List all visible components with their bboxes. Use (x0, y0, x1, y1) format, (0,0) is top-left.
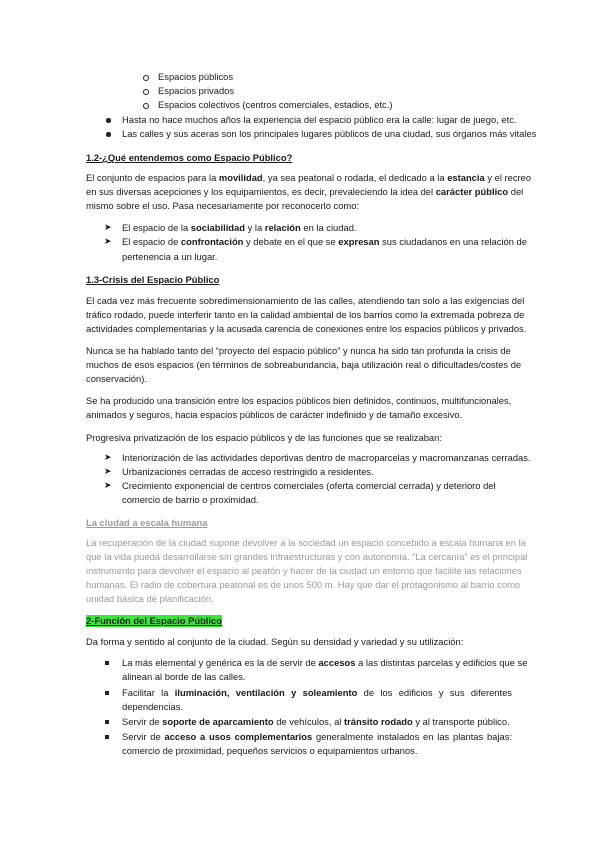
circle-bullet-icon (143, 75, 149, 81)
paragraph-line: instrumento para devolver el espacio al peatón y hacer de la ciudad un entorno que facilite las relaciones (86, 565, 522, 576)
list-item-continuation: alinean al borde de las calles. (122, 671, 246, 682)
list-item: El espacio de confrontación y debate en el que se expresan sus ciudadanos en una relación de (122, 236, 527, 247)
paragraph-line: unidad básica de planificación. (86, 593, 214, 604)
list-item: Hasta no hace muchos años la experiencia del espacio público era la calle: lugar de juego, etc. (122, 114, 517, 125)
list-item-continuation: comercio de proximidad, pequeños servicios o equipamientos urbanos. (122, 745, 418, 756)
paragraph-line: Da forma y sentido al conjunto de la ciudad. Según su densidad y variedad y su utilización: (86, 636, 464, 647)
paragraph-line: animados y seguros, hacia espacios públicos de carácter indefinido y de tamaño excesivo. (86, 409, 463, 420)
arrow-bullet-icon: ➤ (104, 452, 112, 462)
dot-bullet-icon (106, 132, 111, 137)
list-item: Crecimiento exponencial de centros comerciales (oferta comercial cerrada) y deterioro del (122, 480, 496, 491)
paragraph-line: actividades complementarias y la acusada carencia de conexiones entre los espacios públicos y privados. (86, 323, 527, 334)
list-item: El espacio de la sociabilidad y la relación en la ciudad. (122, 222, 357, 233)
list-item: La más elemental y genérica es la de servir de accesos a las distintas parcelas y edificios que se (122, 657, 528, 668)
square-bullet-icon (105, 691, 109, 695)
list-item-continuation: comercio de barrio o proximidad. (122, 494, 259, 505)
list-item: Facilitar la iluminación, ventilación y soleamiento de los edificios y sus diferentes (122, 687, 512, 698)
square-bullet-icon (105, 661, 109, 665)
arrow-bullet-icon: ➤ (104, 466, 112, 476)
paragraph-line: humanas. El radio de cobertura peatonal es de unos 500 m. Hay que dar el protagonismo al barrio como (86, 579, 521, 590)
square-bullet-icon (105, 720, 109, 724)
arrow-bullet-icon: ➤ (104, 236, 112, 246)
arrow-bullet-icon: ➤ (104, 480, 112, 490)
paragraph-line: que la vida pueda desarrollarse sin grandes infraestructuras y con autonomía. “La cercanía” es el principal (86, 551, 528, 562)
paragraph-line: El conjunto de espacios para la movilidad, ya sea peatonal o rodada, el dedicado a la estancia y el recreo (86, 172, 532, 183)
paragraph-line: El cada vez más frecuente sobredimensionamiento de las calles, atendiendo tan solo a las exigencias del (86, 295, 525, 306)
circle-bullet-icon (143, 89, 149, 95)
paragraph-line: tráfico rodado, puede interferir tanto en la calidad ambiental de los barrios como la extremada pobreza de (86, 309, 525, 320)
section-heading: 1.3-Crisis del Espacio Público (86, 274, 220, 285)
list-item-continuation: dependencias. (122, 701, 183, 712)
paragraph-line: Se ha producido una transición entre los espacios públicos bien definidos, continuos, multifuncionales, (86, 395, 512, 406)
list-item-continuation: pertenencia a un lugar. (122, 251, 218, 262)
paragraph-line: Nunca se ha hablado tanto del “proyecto del espacio público” y nunca ha sido tan profunda la crisis de (86, 345, 511, 356)
list-item: Interiorización de las actividades deportivas dentro de macroparcelas y macromanzanas cerradas. (122, 452, 531, 463)
list-item: Las calles y sus aceras son los principales lugares públicos de una ciudad, sus órganos más vitales (122, 128, 537, 139)
paragraph-line: muchos de esos espacios (en términos de sobreabundancia, baja utilización real o dificultades/costes de (86, 359, 522, 370)
paragraph-line: Progresiva privatización de los espacio públicos y de las funciones que se realizaban: (86, 432, 442, 443)
list-item: Servir de acceso a usos complementarios generalmente instalados en las plantas bajas: (122, 731, 512, 742)
list-item: Servir de soporte de aparcamiento de vehículos, al tránsito rodado y al transporte público. (122, 716, 510, 727)
paragraph-line: conservación). (86, 373, 147, 384)
section-heading: 1.2-¿Qué entendemos como Espacio Público? (86, 152, 293, 163)
list-sub-item: Espacios públicos (158, 71, 234, 82)
section-heading-highlighted: 2-Función del Espacio Público (86, 615, 222, 626)
paragraph-line: en sus diversas acepciones y los equipamientos, es decir, prevaleciendo la idea del carácter público del (86, 186, 524, 197)
arrow-bullet-icon: ➤ (104, 222, 112, 232)
list-sub-item: Espacios colectivos (centros comerciales, estadios, etc.) (158, 99, 393, 110)
dot-bullet-icon (106, 118, 111, 123)
paragraph-line: mismo sobre el uso. Pasa necesariamente por reconocerlo como: (86, 200, 360, 211)
square-bullet-icon (105, 735, 109, 739)
circle-bullet-icon (143, 103, 149, 109)
section-heading: La ciudad a escala humana (86, 517, 208, 528)
list-sub-item: Espacios privados (158, 85, 235, 96)
paragraph-line: La recuperación de la ciudad supone devolver a la sociedad un espacio concebido a escala humana en la (86, 537, 526, 548)
list-item: Urbanizaciones cerradas de acceso restringido a residentes. (122, 466, 374, 477)
